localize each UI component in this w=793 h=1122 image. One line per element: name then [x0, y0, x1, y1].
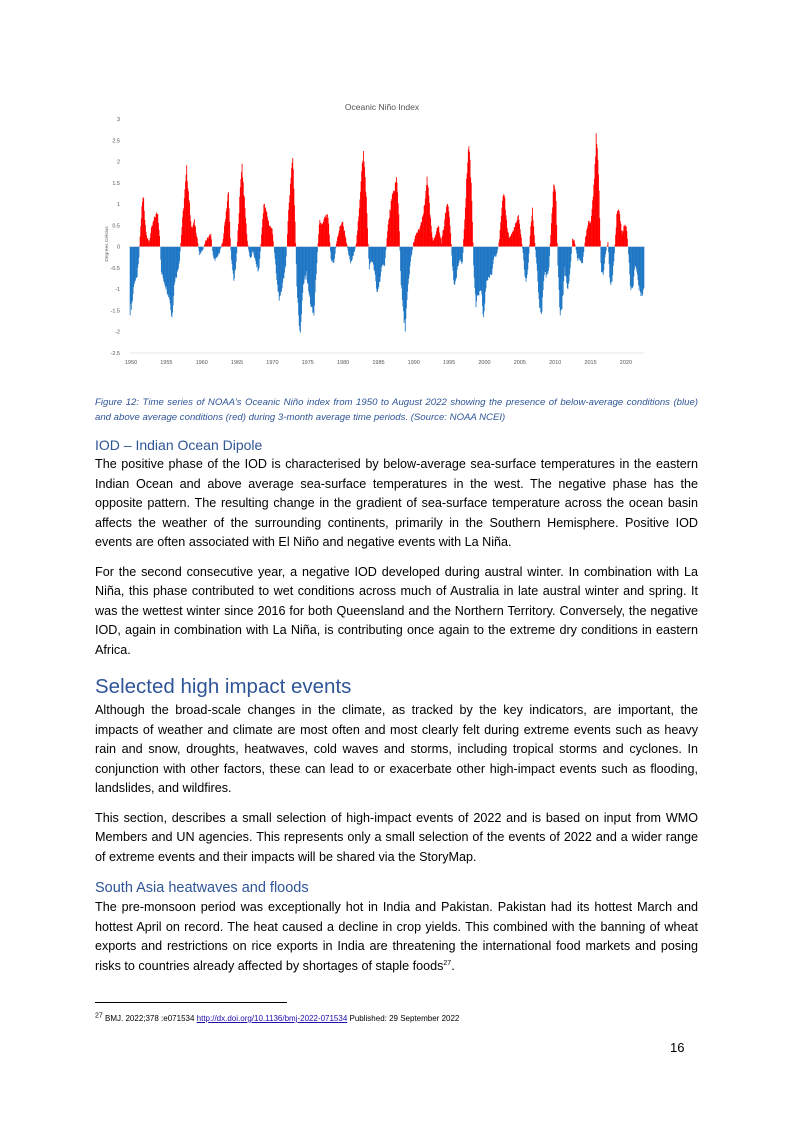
bar-positive — [399, 231, 400, 246]
bar-negative — [583, 247, 584, 252]
bar-negative — [286, 247, 287, 257]
y-axis-ticks — [111, 117, 120, 357]
south-asia-text: The pre-monsoon period was exceptionally hot in India and Pakistan. Pakistan had its hottest March and hottest April on record. The heat caused a decline in crop yields. This combined with the banning of wheat exports and restrictions on rice exports in India are threatening the international food markets and posing risks to countries already affected by shortages of staple foods — [95, 900, 698, 973]
bar-negative — [260, 247, 261, 252]
x-tick-label: 1980 — [336, 360, 350, 366]
y-tick-label: 1.5 — [112, 180, 120, 187]
bar-positive — [534, 243, 535, 247]
bar-negative — [180, 247, 181, 252]
bar-positive — [575, 244, 576, 247]
x-tick-label: 2000 — [478, 360, 491, 366]
bar-positive — [451, 244, 452, 247]
bar-negative — [571, 247, 572, 254]
x-tick-label: 1995 — [443, 360, 456, 366]
footnote-27 — [95, 1013, 459, 1024]
bar-negative — [643, 247, 644, 288]
y-tick-label: -1 — [115, 287, 120, 294]
bar-negative — [412, 247, 413, 251]
bar-positive — [295, 243, 296, 246]
y-tick-label: -2.5 — [110, 351, 120, 357]
footnote-published: Published: 29 September 2022 — [347, 1014, 460, 1023]
y-tick-label: -0.5 — [110, 265, 120, 272]
bar-positive — [557, 243, 558, 246]
south-asia-text-end: . — [451, 958, 455, 973]
bar-positive — [522, 244, 523, 247]
x-tick-label: 1970 — [266, 360, 279, 366]
x-tick-label: 1950 — [124, 360, 138, 366]
y-tick-label: 1 — [116, 202, 120, 209]
bar-positive — [197, 243, 198, 247]
x-tick-label: 1985 — [372, 360, 385, 366]
y-axis-label: Degrees Celsius — [105, 226, 110, 262]
bar-negative — [317, 247, 318, 252]
x-tick-label: 1960 — [195, 360, 208, 366]
bar-positive — [627, 239, 628, 247]
x-tick-label: 1990 — [407, 360, 420, 366]
x-tick-label: 2005 — [513, 360, 526, 366]
oni-bars — [130, 133, 645, 332]
south-asia-heading: South Asia heatwaves and floods — [95, 880, 309, 896]
x-tick-label: 2020 — [619, 360, 633, 366]
bar-positive — [211, 239, 212, 246]
x-tick-label: 1955 — [160, 360, 173, 366]
bar-negative — [236, 247, 237, 253]
bar-negative — [355, 247, 356, 249]
bar-positive — [273, 241, 274, 246]
iod-paragraph-2: For the second consecutive year, a negative IOD developed during austral winter. In combination with La Niña, this phase contributed to wet conditions across much of Australia in late austral winter and spring. It was the wettest winter since 2016 for both Queensland and the Northern Territory. Conversely, the negative IOD, again in combination with La Niña, is contributing once again to the extreme dry conditions in eastern Africa. — [95, 564, 698, 657]
x-tick-label: 1965 — [230, 360, 244, 366]
footnote-divider — [95, 1002, 287, 1003]
events-heading: Selected high impact events — [95, 675, 352, 698]
bar-positive — [329, 243, 330, 247]
x-axis-ticks — [125, 360, 632, 366]
bar-positive — [600, 241, 601, 247]
y-tick-label: 2.5 — [112, 138, 120, 145]
iod-paragraph-1: The positive phase of the IOD is characterised by below-average sea-surface temperatures in the eastern Indian Ocean and above average sea-surface temperatures in the west. The negative phase has the opposite pattern. The resulting change in the gradient of sea-surface temperature across the ocean basin affects the weather of the surrounding continents, primarily in the Southern Hemisphere. Positive IOD events are often associated with El Niño and negative events with La Niña. — [95, 457, 698, 549]
y-tick-label: 3 — [116, 117, 120, 123]
x-tick-label: 1975 — [301, 360, 314, 366]
x-tick-label: 2015 — [584, 360, 597, 366]
y-tick-label: -2 — [115, 329, 120, 336]
figure-caption: Figure 12: Time series of NOAA’s Oceanic Niño index from 1950 to August 2022 showing the presence of below-average conditions (blue) and above average conditions (red) during 3-month average time periods. (Source: NOAA NCEI) — [95, 397, 698, 423]
chart-title: Oceanic Niño Index — [344, 102, 420, 112]
bar-positive — [159, 236, 160, 247]
y-tick-label: 0.5 — [112, 223, 120, 230]
bar-positive — [473, 243, 474, 247]
bar-positive — [367, 228, 368, 246]
bar-negative — [549, 247, 550, 256]
y-tick-label: 0 — [116, 244, 120, 251]
x-tick-label: 2010 — [549, 360, 562, 366]
main-content — [95, 436, 698, 986]
footnote-link[interactable]: http://dx.doi.org/10.1136/bmj-2022-071534 — [196, 1014, 348, 1023]
oni-chart-svg — [92, 96, 648, 376]
y-tick-label: 2 — [116, 159, 120, 166]
events-paragraph-1: Although the broad-scale changes in the climate, as tracked by the key indicators, are important, the impacts of weather and climate are most often and most clearly felt during extreme events such as heavy rain and snow, droughts, heatwaves, cold waves and storms, including tropical storms and cyclones. In conjunction with other factors, these can lead to or exacerbate other high-impact events such as flooding, landslides, and wildfires. — [95, 703, 698, 795]
bar-positive — [347, 244, 348, 246]
bar-positive — [368, 244, 369, 247]
footnote-number: 27 — [95, 1012, 103, 1020]
bar-negative — [529, 247, 530, 254]
bar-negative — [614, 247, 615, 254]
iod-heading: IOD – Indian Ocean Dipole — [95, 437, 263, 453]
bar-negative — [497, 247, 498, 250]
oni-chart — [92, 96, 648, 376]
y-tick-label: -1.5 — [110, 308, 120, 315]
bar-negative — [203, 247, 204, 250]
page-number: 16 — [670, 1040, 685, 1055]
bar-negative — [139, 247, 140, 258]
events-paragraph-2: This section, describes a small selection of high-impact events of 2022 and is based on input from WMO Members and UN agencies. This represents only a small selection of the events of 2022 and a wider range of extreme events and their impacts will be shared via the StoryMap. — [95, 810, 698, 864]
bar-negative — [385, 247, 386, 251]
bar-positive — [608, 242, 609, 247]
footnote-text: BMJ. 2022;378 :e071534 — [102, 1014, 197, 1023]
south-asia-paragraph — [95, 898, 698, 976]
bar-negative — [463, 247, 464, 253]
bar-negative — [606, 247, 607, 251]
bar-positive — [230, 238, 231, 246]
bar-positive — [295, 222, 296, 247]
footnote-ref-27[interactable]: 27 — [443, 959, 452, 967]
